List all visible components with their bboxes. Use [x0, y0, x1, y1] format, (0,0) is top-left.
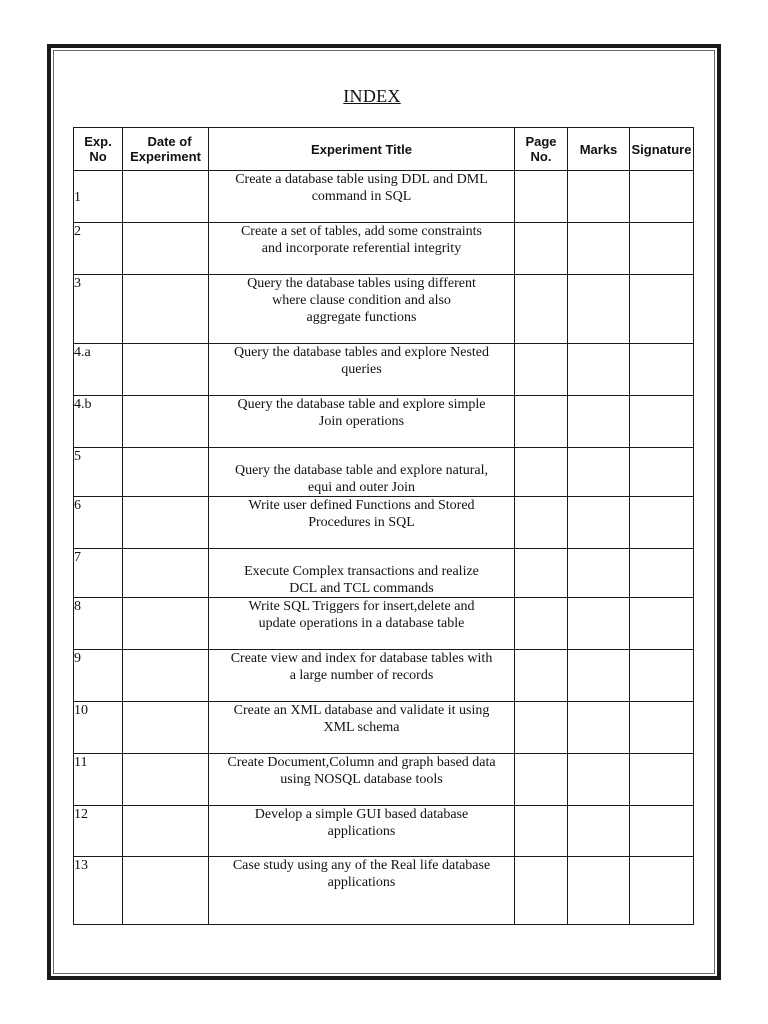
experiment-title: Case study using any of the Real life database applications — [209, 857, 515, 925]
table-row — [74, 448, 694, 497]
date-cell — [123, 549, 209, 598]
table-row — [74, 275, 694, 344]
page-cell — [515, 171, 568, 223]
experiment-title: Write user defined Functions and Stored Procedures in SQL — [209, 497, 515, 549]
signature-cell — [630, 275, 694, 344]
exp-number: 1 — [74, 171, 123, 223]
exp-number: 4.a — [74, 344, 123, 396]
experiment-title: Query the database tables using different where clause condition and also aggregate functions — [209, 275, 515, 344]
experiment-title: Create a database table using DDL and DML command in SQL — [209, 171, 515, 223]
page-cell — [515, 497, 568, 549]
header-exp-no: Exp. No — [74, 128, 123, 171]
exp-number: 6 — [74, 497, 123, 549]
exp-number: 9 — [74, 650, 123, 702]
page-cell — [515, 754, 568, 806]
date-cell — [123, 702, 209, 754]
marks-cell — [568, 806, 630, 857]
signature-cell — [630, 806, 694, 857]
table-row — [74, 497, 694, 549]
signature-cell — [630, 702, 694, 754]
experiment-title: Execute Complex transactions and realize DCL and TCL commands — [209, 549, 515, 598]
experiment-title: Develop a simple GUI based database applications — [209, 806, 515, 857]
marks-cell — [568, 754, 630, 806]
date-cell — [123, 171, 209, 223]
table-row — [74, 650, 694, 702]
exp-number: 8 — [74, 598, 123, 650]
marks-cell — [568, 275, 630, 344]
date-cell — [123, 857, 209, 925]
table-row — [74, 754, 694, 806]
signature-cell — [630, 857, 694, 925]
date-cell — [123, 598, 209, 650]
table-row — [74, 396, 694, 448]
signature-cell — [630, 344, 694, 396]
page-cell — [515, 598, 568, 650]
experiment-title: Create view and index for database tables with a large number of records — [209, 650, 515, 702]
table-row — [74, 806, 694, 857]
exp-number: 10 — [74, 702, 123, 754]
page-cell — [515, 857, 568, 925]
table-row — [74, 702, 694, 754]
exp-number: 5 — [74, 448, 123, 497]
signature-cell — [630, 754, 694, 806]
signature-cell — [630, 598, 694, 650]
marks-cell — [568, 344, 630, 396]
date-cell — [123, 448, 209, 497]
page-cell — [515, 549, 568, 598]
page-title: INDEX — [343, 86, 401, 106]
table-row — [74, 171, 694, 223]
experiment-title: Create an XML database and validate it using XML schema — [209, 702, 515, 754]
date-cell — [123, 806, 209, 857]
experiment-title: Query the database table and explore natural, equi and outer Join — [209, 448, 515, 497]
date-cell — [123, 223, 209, 275]
table-row — [74, 549, 694, 598]
exp-number: 13 — [74, 857, 123, 925]
exp-number: 12 — [74, 806, 123, 857]
table-row — [74, 598, 694, 650]
marks-cell — [568, 171, 630, 223]
marks-cell — [568, 223, 630, 275]
table-row — [74, 344, 694, 396]
signature-cell — [630, 448, 694, 497]
signature-cell — [630, 497, 694, 549]
marks-cell — [568, 598, 630, 650]
page-cell — [515, 344, 568, 396]
marks-cell — [568, 702, 630, 754]
header-date: Date of Experiment — [123, 128, 209, 171]
date-cell — [123, 275, 209, 344]
index-table — [73, 127, 694, 925]
table-row — [74, 223, 694, 275]
experiment-title: Write SQL Triggers for insert,delete and update operations in a database table — [209, 598, 515, 650]
page-cell — [515, 275, 568, 344]
page-cell — [515, 448, 568, 497]
header-experiment-title: Experiment Title — [209, 128, 515, 171]
page-cell — [515, 223, 568, 275]
page-cell — [515, 702, 568, 754]
signature-cell — [630, 396, 694, 448]
exp-number: 4.b — [74, 396, 123, 448]
signature-cell — [630, 171, 694, 223]
exp-number: 3 — [74, 275, 123, 344]
marks-cell — [568, 857, 630, 925]
experiment-title: Create a set of tables, add some constraints and incorporate referential integrity — [209, 223, 515, 275]
header-signature: Signature — [630, 128, 694, 171]
exp-number: 2 — [74, 223, 123, 275]
page-cell — [515, 806, 568, 857]
marks-cell — [568, 448, 630, 497]
date-cell — [123, 650, 209, 702]
marks-cell — [568, 396, 630, 448]
exp-number: 11 — [74, 754, 123, 806]
date-cell — [123, 344, 209, 396]
marks-cell — [568, 650, 630, 702]
table-row — [74, 857, 694, 925]
header-marks: Marks — [568, 128, 630, 171]
marks-cell — [568, 497, 630, 549]
exp-number: 7 — [74, 549, 123, 598]
page-cell — [515, 650, 568, 702]
date-cell — [123, 754, 209, 806]
page-cell — [515, 396, 568, 448]
experiment-title: Query the database tables and explore Nested queries — [209, 344, 515, 396]
experiment-title: Query the database table and explore simple Join operations — [209, 396, 515, 448]
signature-cell — [630, 549, 694, 598]
date-cell — [123, 396, 209, 448]
date-cell — [123, 497, 209, 549]
table-header-row — [74, 128, 694, 171]
signature-cell — [630, 650, 694, 702]
experiment-title: Create Document,Column and graph based data using NOSQL database tools — [209, 754, 515, 806]
header-page-no: Page No. — [515, 128, 568, 171]
marks-cell — [568, 549, 630, 598]
signature-cell — [630, 223, 694, 275]
